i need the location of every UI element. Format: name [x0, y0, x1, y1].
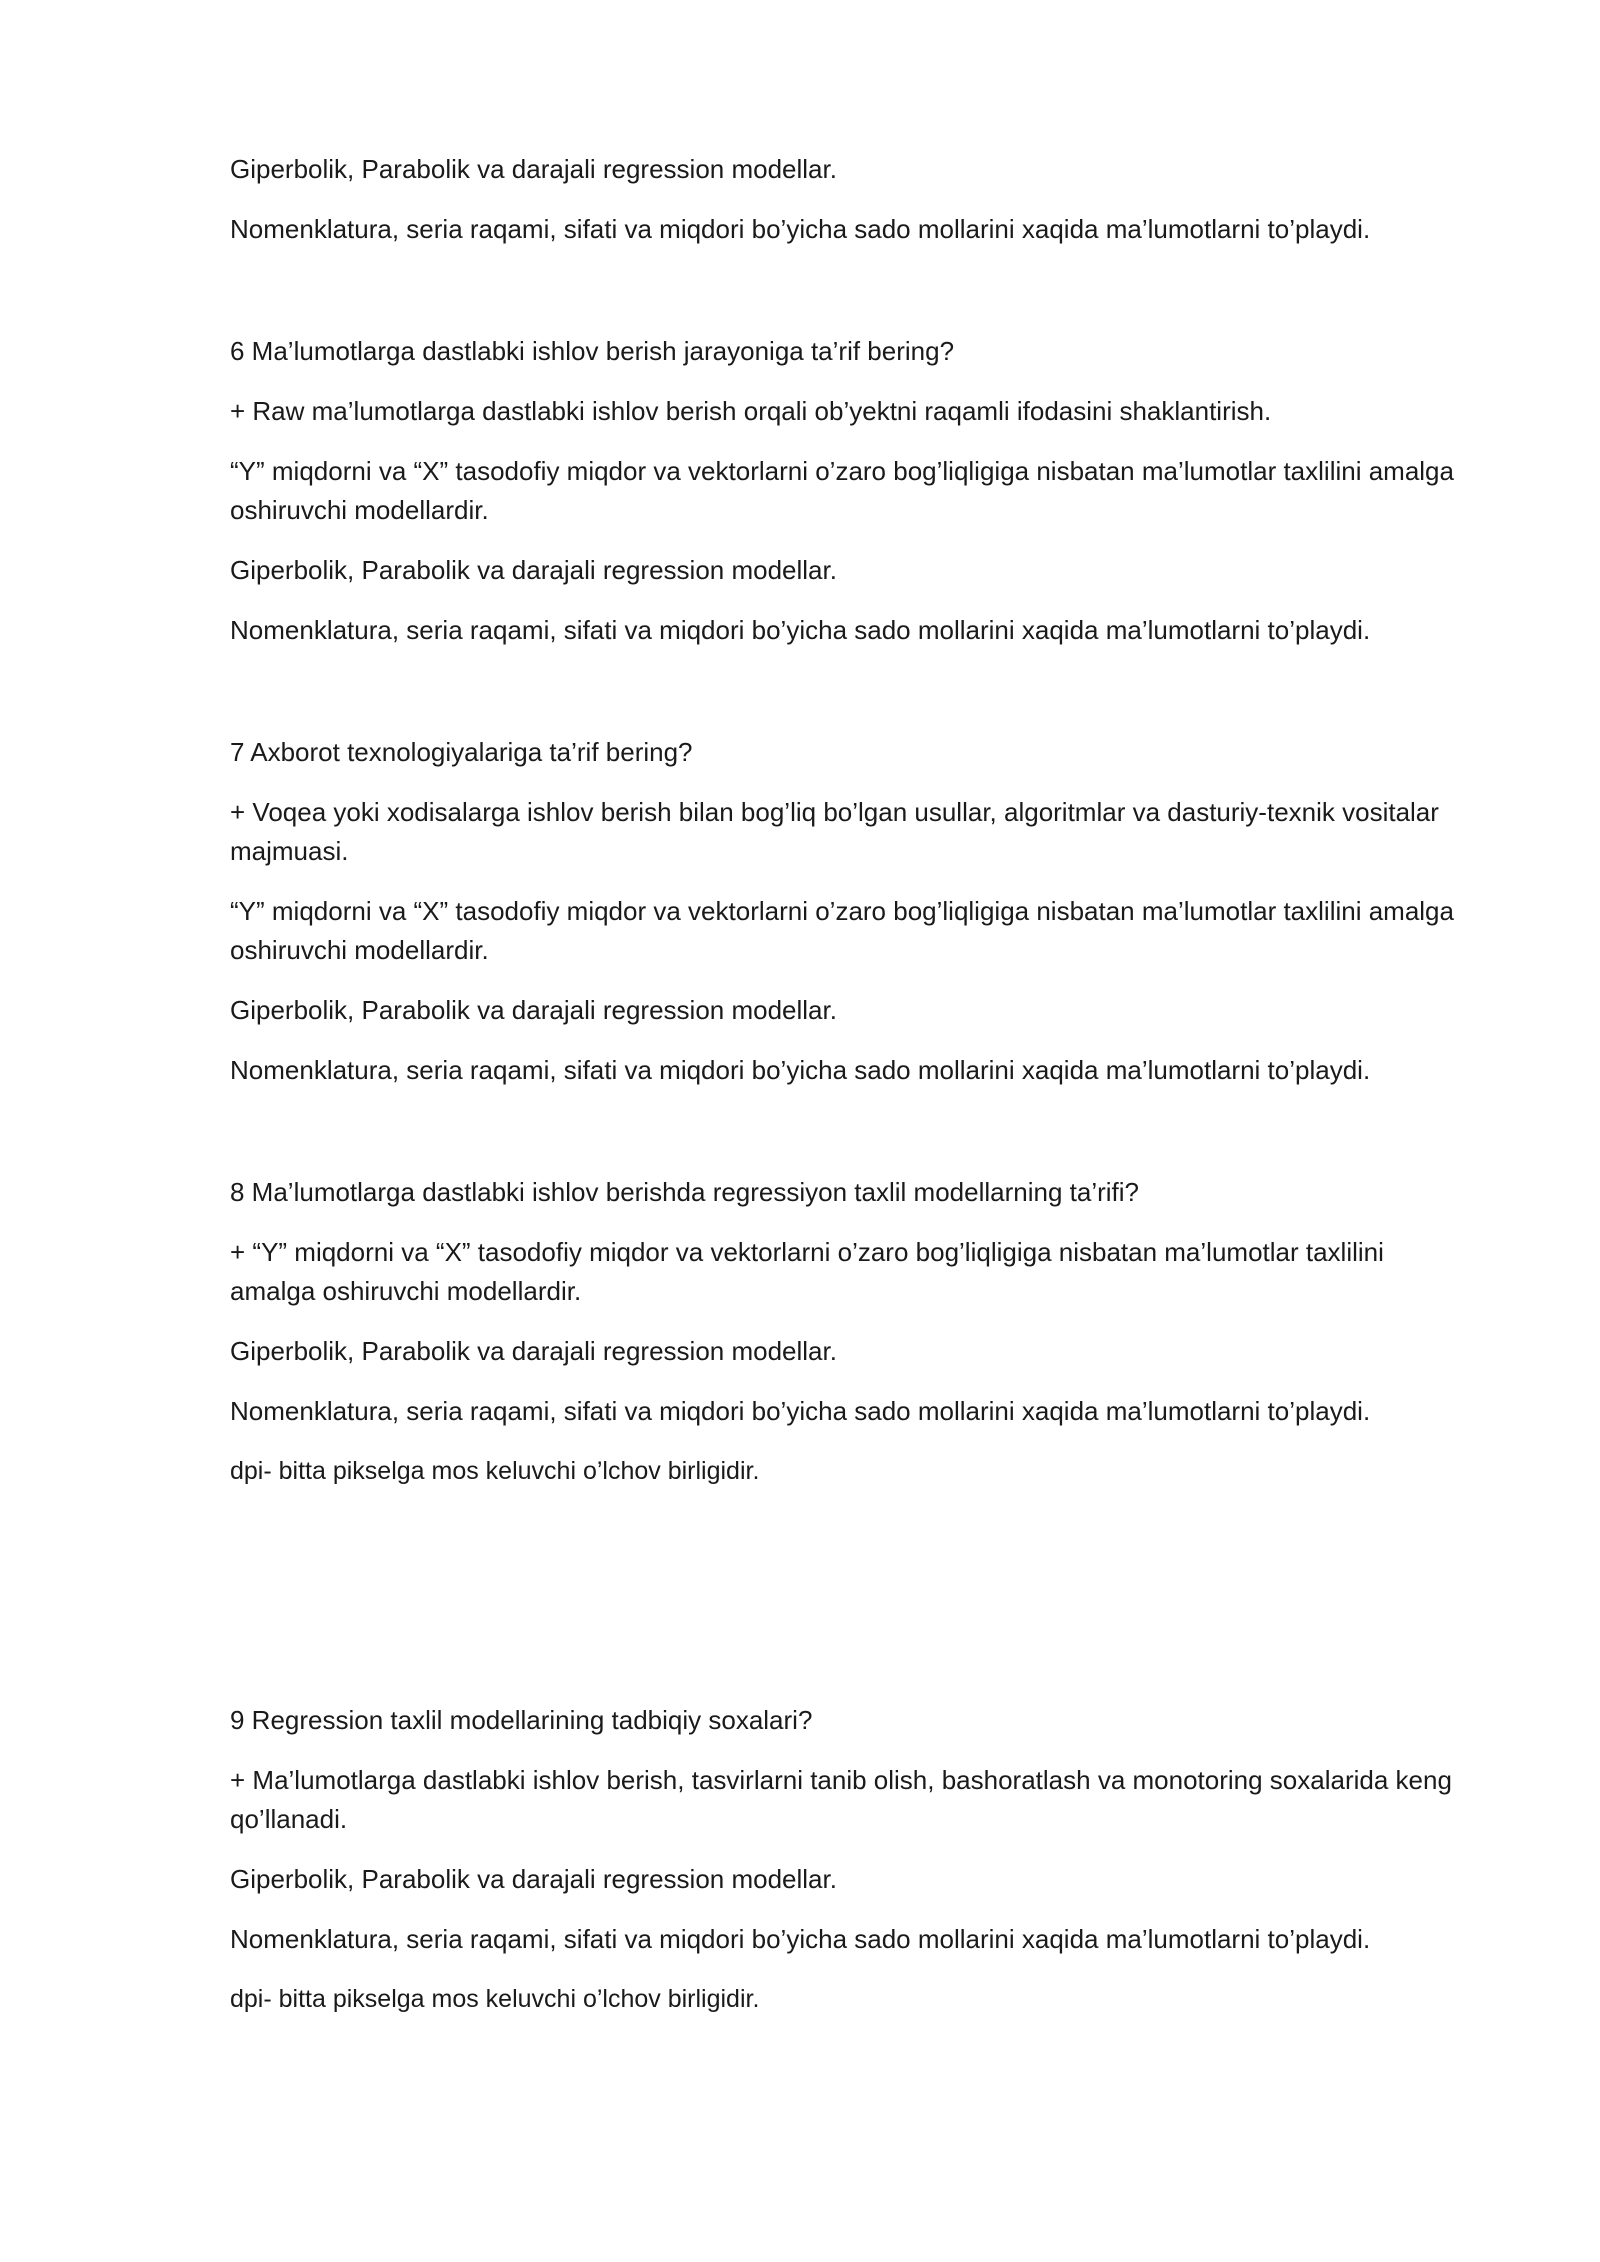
- question-block-7: [230, 733, 1470, 1090]
- question-title: 9 Regression taxlil modellarining tadbiqiy soxalari?: [230, 1705, 813, 1735]
- option-text: Nomenklatura, seria raqami, sifati va miqdori bo’yicha sado mollarini xaqida ma’lumotlarni to’playdi.: [230, 615, 1371, 645]
- question-block-9: [230, 1701, 1470, 2019]
- correct-answer: + Ma’lumotlarga dastlabki ishlov berish, tasvirlarni tanib olish, bashoratlash va monotoring soxalarida keng qo’llanadi.: [230, 1765, 1452, 1834]
- option-text: Nomenklatura, seria raqami, sifati va miqdori bo’yicha sado mollarini xaqida ma’lumotlarni to’playdi.: [230, 1396, 1371, 1426]
- option-text: Giperbolik, Parabolik va darajali regression modellar.: [230, 555, 837, 585]
- document-page: [230, 150, 1470, 2019]
- option-text: Nomenklatura, seria raqami, sifati va miqdori bo’yicha sado mollarini xaqida ma’lumotlarni to’playdi.: [230, 1924, 1371, 1954]
- correct-answer: + “Y” miqdorni va “X” tasodofiy miqdor va vektorlarni o’zaro bog’liqligiga nisbatan ma’lumotlar taxlilini amalga oshiruvchi modellardir.: [230, 1237, 1384, 1306]
- option-text: “Y” miqdorni va “X” tasodofiy miqdor va vektorlarni o’zaro bog’liqligiga nisbatan ma’lumotlar taxlilini amalga oshiruvchi modellardir.: [230, 456, 1454, 525]
- option-text: dpi- bitta pikselga mos keluvchi o’lchov birligidir.: [230, 1985, 760, 2013]
- option-text: “Y” miqdorni va “X” tasodofiy miqdor va vektorlarni o’zaro bog’liqligiga nisbatan ma’lumotlar taxlilini amalga oshiruvchi modellardir.: [230, 896, 1454, 965]
- correct-answer: + Voqea yoki xodisalarga ishlov berish bilan bog’liq bo’lgan usullar, algoritmlar va dasturiy-texnik vositalar majmuasi.: [230, 797, 1439, 866]
- option-text: Giperbolik, Parabolik va darajali regression modellar.: [230, 995, 837, 1025]
- option-text: Giperbolik, Parabolik va darajali regression modellar.: [230, 154, 837, 184]
- question-title: 8 Ma’lumotlarga dastlabki ishlov berishda regressiyon taxlil modellarning ta’rifi?: [230, 1177, 1139, 1207]
- option-text: Giperbolik, Parabolik va darajali regression modellar.: [230, 1336, 837, 1366]
- option-text: dpi- bitta pikselga mos keluvchi o’lchov birligidir.: [230, 1457, 760, 1485]
- question-block-6: [230, 332, 1470, 650]
- option-text: Nomenklatura, seria raqami, sifati va miqdori bo’yicha sado mollarini xaqida ma’lumotlarni to’playdi.: [230, 1055, 1371, 1085]
- correct-answer: + Raw ma’lumotlarga dastlabki ishlov berish orqali ob’yektni raqamli ifodasini shaklantirish.: [230, 396, 1272, 426]
- question-title: 7 Axborot texnologiyalariga ta’rif bering?: [230, 737, 693, 767]
- question-block-8: [230, 1173, 1470, 1491]
- option-text: Giperbolik, Parabolik va darajali regression modellar.: [230, 1864, 837, 1894]
- question-title: 6 Ma’lumotlarga dastlabki ishlov berish jarayoniga ta’rif bering?: [230, 336, 955, 366]
- option-text: Nomenklatura, seria raqami, sifati va miqdori bo’yicha sado mollarini xaqida ma’lumotlarni to’playdi.: [230, 214, 1371, 244]
